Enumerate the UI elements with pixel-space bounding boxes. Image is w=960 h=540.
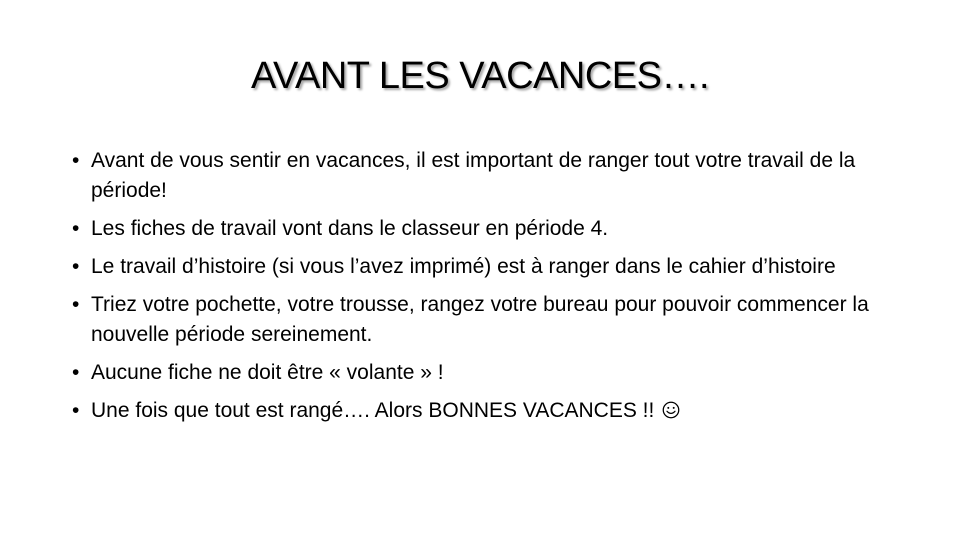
bullet-item <box>72 290 902 350</box>
smiley-icon <box>662 401 680 419</box>
bullet-dot: • <box>72 399 80 422</box>
bullet-text: Avant de vous sentir en vacances, il est important de ranger tout votre travail de la période! <box>91 149 856 202</box>
bullet-dot: • <box>72 361 80 384</box>
bullet-text: Une fois que tout est rangé…. Alors BONNES VACANCES !! <box>91 399 655 422</box>
bullet-dot: • <box>72 149 80 172</box>
bullet-item <box>72 358 902 388</box>
bullet-dot: • <box>72 255 80 278</box>
bullet-dot: • <box>72 293 80 316</box>
bullet-text: Les fiches de travail vont dans le classeur en période 4. <box>91 217 609 240</box>
bullet-text: Le travail d’histoire (si vous l’avez imprimé) est à ranger dans le cahier d’histoire <box>91 255 836 278</box>
slide-title: AVANT LES VACANCES…. <box>250 55 710 97</box>
bullet-item <box>72 214 902 244</box>
bullet-text-with-icon <box>91 396 902 426</box>
bullet-item <box>72 252 902 282</box>
bullet-text: Triez votre pochette, votre trousse, rangez votre bureau pour pouvoir commencer la nouvelle période sereinement. <box>91 293 869 346</box>
bullet-item <box>72 146 902 206</box>
bullet-dot: • <box>72 217 80 240</box>
bullet-item <box>72 396 902 426</box>
bullet-list <box>72 146 902 434</box>
bullet-text: Aucune fiche ne doit être « volante » ! <box>91 361 444 384</box>
